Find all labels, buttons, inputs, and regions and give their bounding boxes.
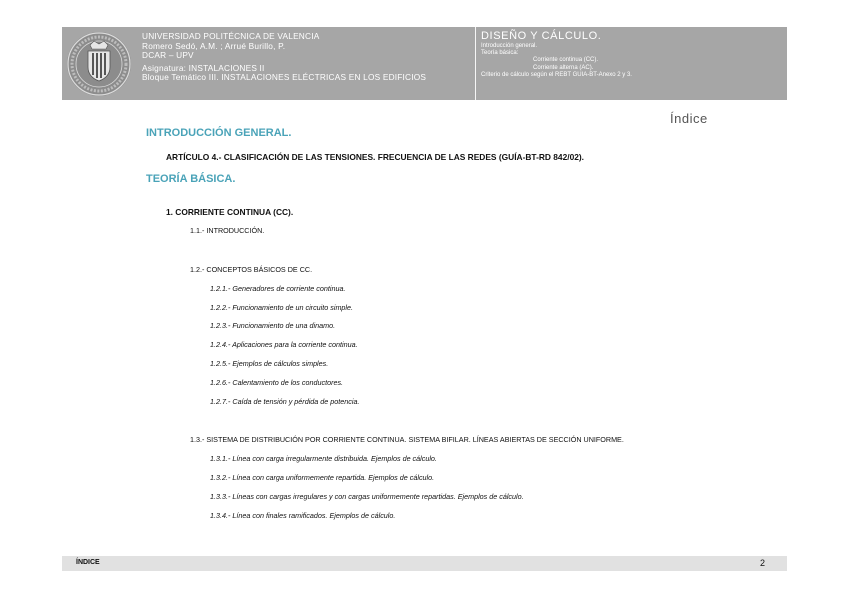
toc-item: 1.3.1.- Línea con carga irregularmente distribuida. Ejemplos de cálculo. — [210, 454, 437, 463]
toc-item: 1.3.4.- Línea con finales ramificados. Ejemplos de cálculo. — [210, 511, 396, 520]
toc-item: 1.2.2.- Funcionamiento de un circuito simple. — [210, 303, 354, 312]
header-divider — [475, 27, 476, 100]
university-seal-icon — [66, 31, 132, 97]
toc-item: 1.2.3.- Funcionamiento de una dinamo. — [210, 321, 336, 330]
toc-section: 1.1.- INTRODUCCIÓN. — [190, 226, 265, 235]
course-line: Criterio de cálculo según el REBT GUIA-BT-Anexo 2 y 3. — [481, 71, 632, 78]
toc-item: 1.3.3.- Líneas con cargas irregulares y con cargas uniformemente repartidas. Ejemplos de cálculo. — [210, 492, 524, 501]
course-line: Introducción general. — [481, 43, 538, 49]
thematic-block: Bloque Temático III. INSTALACIONES ELÉCTRICAS EN LOS EDIFICIOS — [142, 72, 427, 83]
toc-section: 1.2.- CONCEPTOS BÁSICOS DE CC. — [190, 265, 313, 274]
course-line: Corriente continua (CC). — [533, 57, 599, 64]
course-line: Teoría básica: — [481, 50, 519, 57]
page-number: 2 — [759, 558, 765, 568]
toc-item: 1.2.6.- Calentamiento de los conductores. — [210, 378, 344, 387]
toc-item: 1.2.4.- Aplicaciones para la corriente continua. — [210, 340, 358, 349]
institution-name: UNIVERSIDAD POLITÉCNICA DE VALENCIA — [142, 31, 320, 41]
toc-section: 1.3.- SISTEMA DE DISTRIBUCIÓN POR CORRIENTE CONTINUA. SISTEMA BIFILAR. LÍNEAS ABIERTAS DE SECCIÓN UNIFORME. — [190, 435, 624, 444]
toc-heading-theory: TEORÍA BÁSICA. — [146, 173, 236, 185]
toc-item: 1.2.1.- Generadores de corriente continua. — [210, 284, 346, 293]
toc-item: 1.3.2.- Línea con carga uniformemente repartida. Ejemplos de cálculo. — [210, 473, 435, 482]
course-line: Corriente alterna (AC). — [533, 64, 594, 71]
department: DCAR – UPV — [142, 50, 194, 61]
toc-heading-intro: INTRODUCCIÓN GENERAL. — [146, 127, 292, 139]
header-course-block — [481, 30, 781, 79]
subject: Asignatura: INSTALACIONES II — [142, 62, 265, 73]
index-title: Índice — [670, 111, 708, 126]
authors: Romero Sedó, A.M. ; Arrué Burillo, P. — [142, 40, 286, 51]
page-footer — [62, 556, 787, 571]
course-title: DISEÑO Y CÁLCULO. — [481, 30, 602, 42]
toc-chapter: 1. CORRIENTE CONTINUA (CC). — [166, 207, 294, 217]
toc-item: 1.2.7.- Caída de tensión y pérdida de potencia. — [210, 397, 360, 406]
toc-item: 1.2.5.- Ejemplos de cálculos simples. — [210, 359, 329, 368]
toc-article: ARTÍCULO 4.- CLASIFICACIÓN DE LAS TENSIONES. FRECUENCIA DE LAS REDES (GUÍA-BT-RD 842/02). — [166, 152, 585, 162]
footer-label: ÍNDICE — [76, 559, 100, 566]
header-institution-block — [142, 32, 472, 83]
page-header — [62, 27, 787, 100]
